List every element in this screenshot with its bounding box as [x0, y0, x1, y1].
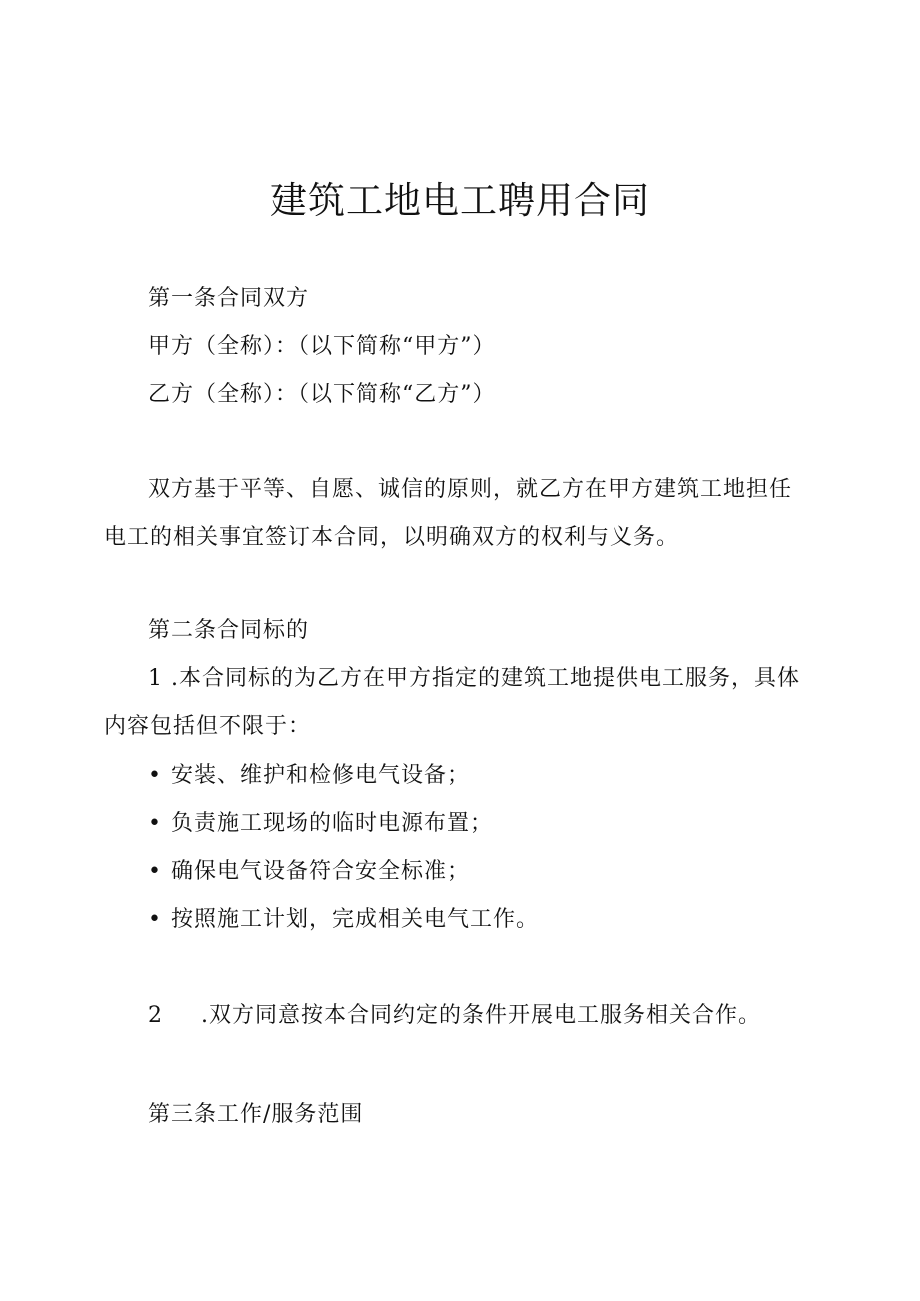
document-title: 建筑工地电工聘用合同 [270, 179, 650, 222]
bullet-item-4: 按照施工计划，完成相关电气工作。 [171, 907, 540, 932]
item-2-text: .双方同意按本合同约定的条件开展电工服务相关合作。 [201, 1003, 761, 1028]
bullet-item-3: 确保电气设备符合安全标准； [171, 859, 471, 884]
item-2-number: 2 [148, 1003, 162, 1028]
article-3-heading: 第三条工作/服务范围 [148, 1102, 364, 1127]
article-1-heading: 第一条合同双方 [148, 286, 310, 311]
preamble-line-2: 电工的相关事宜签订本合同，以明确双方的权利与义务。 [104, 525, 680, 550]
item-1-number: 1 [148, 666, 162, 691]
item-1-text-line-1: .本合同标的为乙方在甲方指定的建筑工地提供电工服务，具体 [171, 666, 800, 691]
preamble-line-1: 双方基于平等、自愿、诚信的原则，就乙方在甲方建筑工地担任 [148, 477, 793, 502]
bullet-icon: • [148, 763, 161, 788]
bullet-icon: • [148, 907, 161, 932]
bullet-icon: • [148, 811, 161, 836]
party-a-line: 甲方（全称）：（以下简称“甲方”） [148, 334, 496, 359]
bullet-icon: • [148, 859, 161, 884]
bullet-item-1: 安装、维护和检修电气设备； [171, 763, 471, 788]
bullet-item-2: 负责施工现场的临时电源布置； [171, 811, 494, 836]
party-b-line: 乙方（全称）：（以下简称“乙方”） [148, 382, 496, 407]
article-2-heading: 第二条合同标的 [148, 618, 310, 643]
item-1-text-line-2: 内容包括但不限于： [104, 714, 312, 739]
